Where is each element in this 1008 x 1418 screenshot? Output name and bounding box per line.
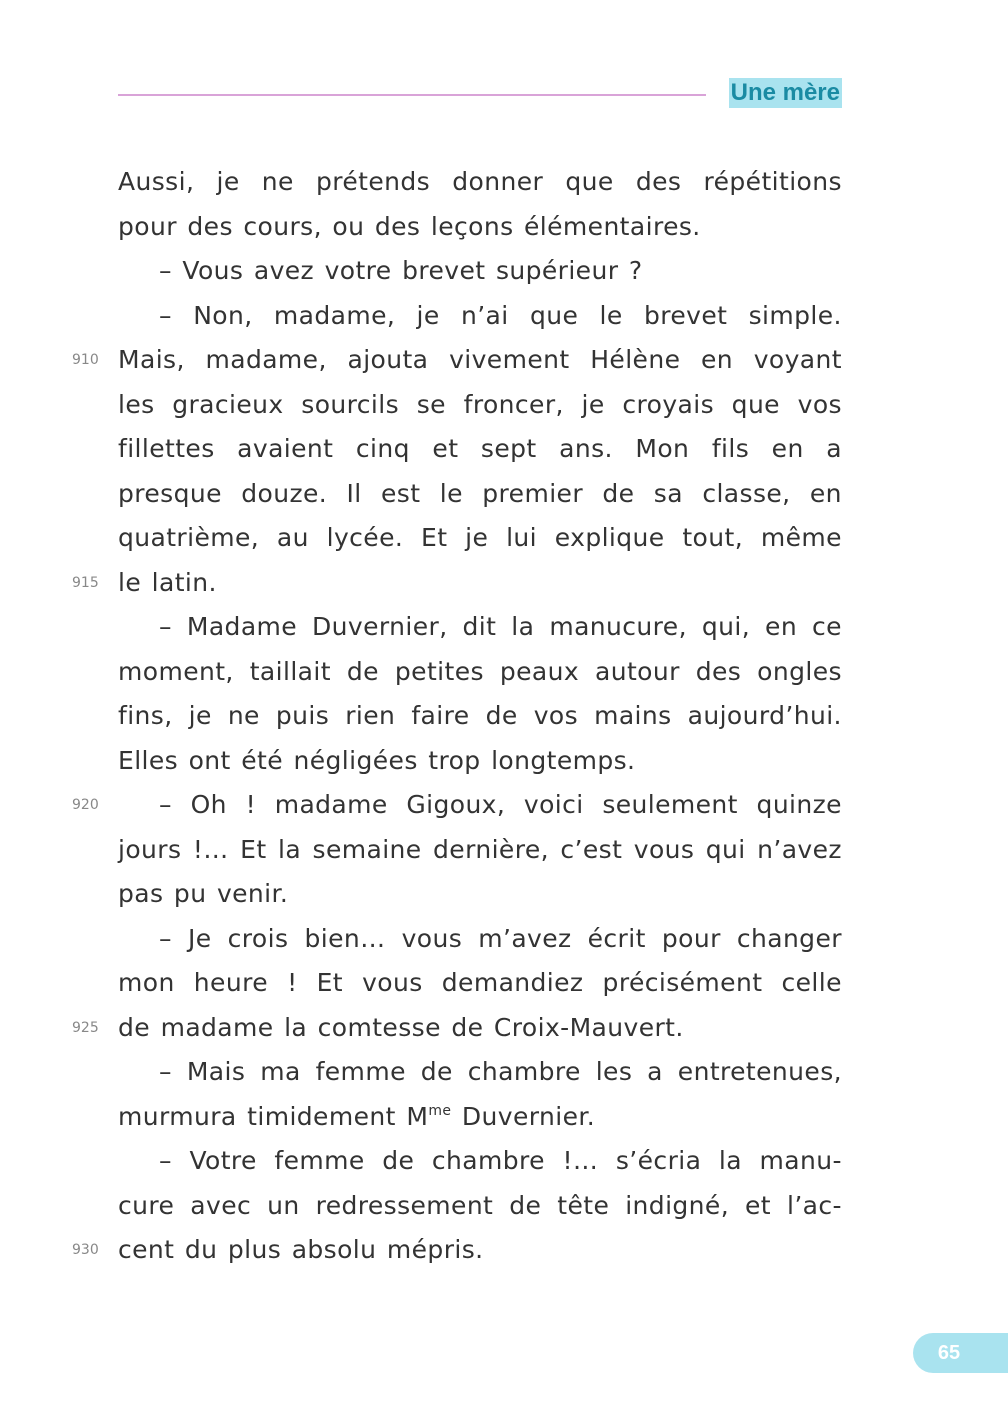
word: vous <box>633 834 695 864</box>
word: des <box>695 656 742 686</box>
word: en <box>701 345 734 374</box>
word: Et <box>240 834 267 864</box>
word: Duvernier, <box>312 612 448 641</box>
word: peaux <box>499 656 580 686</box>
header-rule <box>118 94 706 96</box>
word: voyant <box>753 345 842 374</box>
word: celle <box>781 968 842 997</box>
word: Madame <box>186 612 298 641</box>
word: Non, <box>193 300 253 330</box>
word: – <box>159 612 172 641</box>
word: petites <box>394 656 484 686</box>
word: vous <box>362 968 423 997</box>
word: manu- <box>759 1146 842 1175</box>
word: les <box>118 389 155 419</box>
word: mains <box>594 701 672 730</box>
word: redressement <box>315 1190 494 1220</box>
page-number: 65 <box>937 1342 961 1364</box>
text-line <box>72 783 842 828</box>
line-number: 920 <box>72 797 99 813</box>
word: dernière, <box>433 834 549 864</box>
word: cure <box>118 1190 175 1220</box>
word: mépris. <box>386 1235 484 1264</box>
word: écrit <box>587 923 646 953</box>
word: et <box>432 434 459 463</box>
word: avec <box>190 1190 252 1220</box>
word: classe, <box>702 478 791 508</box>
word: longtemps. <box>491 745 636 775</box>
text-line <box>72 561 842 606</box>
word: timidement <box>247 1101 396 1131</box>
word: faire <box>411 701 470 730</box>
word: croyais <box>622 389 714 419</box>
word: est <box>380 478 421 508</box>
word: votre <box>324 256 392 285</box>
word: taillait <box>249 656 331 686</box>
line-number: 930 <box>72 1242 99 1258</box>
word: n’ai <box>460 300 509 330</box>
word: Croix-Mauvert. <box>493 1012 684 1042</box>
text-line <box>118 294 842 339</box>
word: les <box>595 1057 633 1086</box>
word: été <box>241 745 284 775</box>
word: – <box>159 1146 172 1175</box>
word: sourcils <box>301 389 400 419</box>
text-line <box>118 516 842 561</box>
word: fillettes <box>118 434 215 463</box>
text-line <box>118 383 842 428</box>
word: répétitions <box>703 167 842 196</box>
word: brevet <box>402 256 486 285</box>
text-line <box>118 872 842 917</box>
word: de <box>451 1012 484 1042</box>
word: Et <box>316 968 344 997</box>
word: de <box>420 1057 453 1086</box>
line-number: 910 <box>72 352 99 368</box>
word: moment, <box>118 656 234 686</box>
word: femme <box>274 1146 365 1175</box>
word: des <box>374 211 421 241</box>
word: négligées <box>293 745 418 775</box>
word: madame <box>160 1012 274 1042</box>
body-text <box>72 160 842 1273</box>
word: ne <box>227 701 260 730</box>
word: puis <box>275 701 330 730</box>
word: heure <box>193 968 268 997</box>
line-number: 925 <box>72 1019 99 1036</box>
word: sept <box>480 434 537 463</box>
word: absolu <box>291 1235 377 1264</box>
word: bien… <box>304 923 386 953</box>
word: Mais <box>186 1057 246 1086</box>
text-line <box>118 472 842 517</box>
word: seulement <box>602 790 738 819</box>
word: brevet <box>643 300 728 330</box>
word: jours <box>118 834 182 864</box>
word: ma <box>260 1057 301 1086</box>
word: de <box>118 1012 151 1042</box>
word: changer <box>736 923 842 953</box>
word: gracieux <box>172 389 284 419</box>
word: – <box>159 1057 172 1086</box>
word: je <box>416 300 440 330</box>
word: plus <box>227 1235 282 1264</box>
word: ou <box>332 211 365 241</box>
word: Votre <box>189 1146 257 1175</box>
word: Hélène <box>590 345 681 374</box>
text-line <box>118 205 842 250</box>
word: ajouta <box>347 345 429 374</box>
word: entretenues, <box>677 1057 842 1086</box>
text-line <box>118 1184 842 1229</box>
word: même <box>760 523 842 552</box>
word: m’avez <box>478 923 572 953</box>
text-line <box>72 1006 842 1051</box>
text-line <box>118 1050 842 1095</box>
word: Gigoux, <box>406 790 506 819</box>
word: cours, <box>243 211 322 241</box>
word: presque <box>118 478 222 508</box>
word: se <box>416 389 446 419</box>
word: ! <box>245 790 257 819</box>
word: s’écria <box>615 1146 702 1175</box>
text-line <box>118 605 842 650</box>
word: qui <box>705 834 746 864</box>
word: – <box>159 790 172 819</box>
word: que <box>565 167 614 196</box>
word: – <box>159 256 172 285</box>
word: le <box>118 567 142 597</box>
word: madame <box>274 790 388 819</box>
word: chambre <box>467 1057 581 1086</box>
word: ? <box>628 256 643 285</box>
word: aujourd’hui. <box>687 701 842 730</box>
word: au <box>276 523 309 552</box>
word: avaient <box>237 434 334 463</box>
word: supérieur <box>495 256 619 285</box>
chapter-title: Une mère <box>730 79 840 106</box>
word: – <box>159 300 172 330</box>
word: je <box>216 167 240 196</box>
word: trop <box>428 745 481 775</box>
word: comtesse <box>317 1012 441 1042</box>
word: Duvernier. <box>461 1101 596 1131</box>
word: cinq <box>355 434 410 463</box>
word: vivement <box>449 345 570 374</box>
word: du <box>184 1235 218 1264</box>
word: leçons <box>430 211 514 241</box>
text-line <box>118 739 842 784</box>
text-line <box>118 694 842 739</box>
word: Il <box>346 478 362 508</box>
word: la <box>718 1146 742 1175</box>
word: semaine <box>312 834 422 864</box>
word: !… <box>562 1146 599 1175</box>
text-line <box>118 1139 842 1184</box>
word: Elles <box>118 745 179 775</box>
word: indigné, <box>625 1190 730 1220</box>
word: venir. <box>216 879 289 908</box>
word: Je <box>187 923 212 953</box>
word: Oh <box>190 790 227 819</box>
word: fils <box>711 434 750 463</box>
word: a <box>647 1057 663 1086</box>
word: cent <box>118 1235 175 1264</box>
word: Vous <box>182 256 244 285</box>
word: de <box>382 1146 415 1175</box>
word: douze. <box>241 478 328 508</box>
word: en <box>771 434 804 463</box>
word: de <box>509 1190 542 1220</box>
word: latin. <box>151 567 217 597</box>
word: donner <box>452 167 544 196</box>
word: l’ac- <box>786 1190 842 1220</box>
word: ont <box>188 745 231 775</box>
word: prétends <box>315 167 431 196</box>
word: fins, <box>118 701 173 730</box>
word: manucure, <box>549 612 687 641</box>
word: pour <box>118 211 177 241</box>
word: tête <box>557 1190 610 1220</box>
word: pas <box>118 879 164 908</box>
word: madame, <box>205 345 327 374</box>
word: Aussi, <box>118 167 195 196</box>
word: ce <box>812 612 842 641</box>
word: Et <box>421 523 448 552</box>
word: sa <box>653 478 683 508</box>
word: pour <box>661 923 721 953</box>
text-line <box>118 160 842 205</box>
word: en <box>809 478 842 508</box>
word: Mon <box>635 434 690 463</box>
word: a <box>826 434 842 463</box>
word: la <box>511 612 535 641</box>
text-line <box>118 249 842 294</box>
text-line <box>118 917 842 962</box>
word: lui <box>506 523 538 552</box>
word: lycée. <box>326 523 404 552</box>
text-line <box>118 961 842 1006</box>
word: je <box>188 701 212 730</box>
word: ! <box>287 968 298 997</box>
word: rien <box>345 701 396 730</box>
word: le <box>439 478 463 508</box>
word: explique <box>554 523 665 552</box>
word: avez <box>253 256 315 285</box>
word: n’avez <box>757 834 842 864</box>
word: autour <box>595 656 680 686</box>
word: – <box>159 923 172 953</box>
word: voici <box>523 790 584 819</box>
word: vous <box>401 923 463 953</box>
word: le <box>599 300 623 330</box>
word: de <box>485 701 518 730</box>
text-line <box>72 338 842 383</box>
word: de <box>602 478 635 508</box>
word: femme <box>315 1057 406 1086</box>
word: qui, <box>701 612 751 641</box>
word: des <box>187 211 233 241</box>
word: murmura <box>118 1101 237 1131</box>
word: élémentaires. <box>524 211 701 241</box>
word: c’est <box>560 834 623 864</box>
word: tout, <box>682 523 744 552</box>
word: et <box>745 1190 772 1220</box>
text-line <box>72 1228 842 1273</box>
word: madame, <box>273 300 396 330</box>
word: $M^{me}$ <box>406 1101 452 1131</box>
text-line <box>118 828 842 873</box>
word: ongles <box>757 656 842 686</box>
text-line <box>118 650 842 695</box>
word: quatrième, <box>118 523 260 552</box>
word: pu <box>173 879 207 908</box>
word: ne <box>261 167 294 196</box>
word: la <box>277 834 302 864</box>
word: la <box>284 1012 308 1042</box>
word: que <box>731 389 780 419</box>
word: premier <box>482 478 584 508</box>
word: froncer, <box>463 389 564 419</box>
word: quinze <box>756 790 842 819</box>
line-number: 915 <box>72 574 99 591</box>
word: je <box>581 389 605 419</box>
word: ans. <box>559 434 613 463</box>
word: chambre <box>431 1146 545 1175</box>
word: Mais, <box>118 345 185 374</box>
word: vos <box>533 701 579 730</box>
word: !… <box>192 834 229 864</box>
word: des <box>635 167 682 196</box>
word: dit <box>462 612 497 641</box>
word: que <box>529 300 579 330</box>
text-line <box>118 427 842 472</box>
word: précisément <box>602 968 763 997</box>
word: un <box>267 1190 300 1220</box>
word: crois <box>227 923 289 953</box>
word: vos <box>797 389 842 419</box>
word: simple. <box>748 300 842 330</box>
word: en <box>765 612 798 641</box>
word: je <box>465 523 489 552</box>
word: demandiez <box>441 968 584 997</box>
word: mon <box>118 968 175 997</box>
text-line <box>118 1095 842 1140</box>
word: de <box>346 656 379 686</box>
